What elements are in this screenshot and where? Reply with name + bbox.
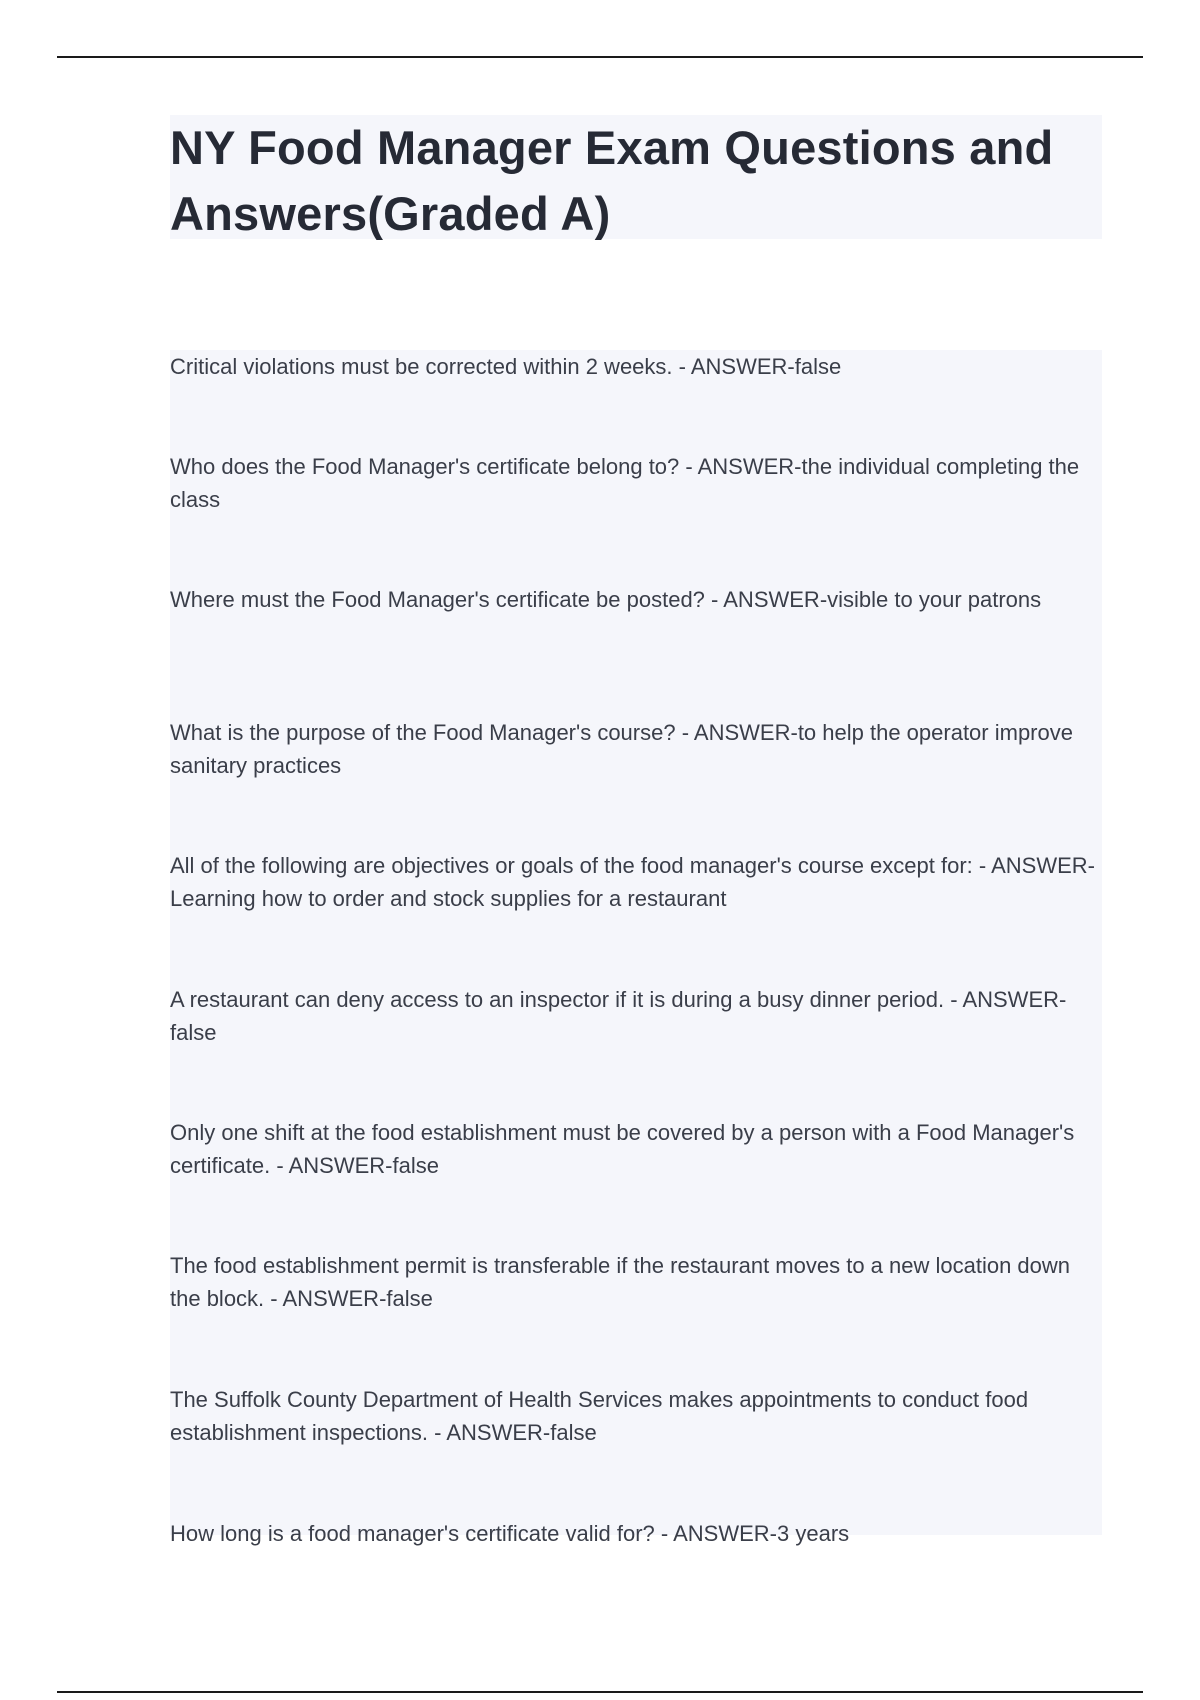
- qa-item-6: A restaurant can deny access to an inspector if it is during a busy dinner period. - ANSWER-false: [170, 987, 1067, 1045]
- document-title: NY Food Manager Exam Questions and Answers(Graded A): [170, 121, 1054, 240]
- top-rule: [57, 56, 1143, 58]
- qa-item-5: All of the following are objectives or goals of the food manager's course except for: - ANSWER-Learning how to order and stock supplies for a restaurant: [170, 853, 1095, 911]
- title-block: [170, 115, 1102, 239]
- bottom-rule: [57, 1691, 1143, 1693]
- qa-item-1: Critical violations must be corrected within 2 weeks. - ANSWER-false: [170, 354, 842, 379]
- qa-item-10: How long is a food manager's certificate valid for? - ANSWER-3 years: [170, 1521, 850, 1546]
- qa-section: [170, 350, 1102, 1546]
- qa-item-7: Only one shift at the food establishment must be covered by a person with a Food Manager's certificate. - ANSWER-false: [170, 1120, 1075, 1178]
- qa-item-8: The food establishment permit is transferable if the restaurant moves to a new location down the block. - ANSWER-false: [170, 1253, 1071, 1311]
- qa-item-9: The Suffolk County Department of Health Services makes appointments to conduct food establishment inspections. - ANSWER-false: [170, 1387, 1029, 1445]
- qa-item-2: Who does the Food Manager's certificate belong to? - ANSWER-the individual completing the class: [170, 454, 1080, 512]
- qa-item-3: Where must the Food Manager's certificate be posted? - ANSWER-visible to your patrons: [170, 587, 1042, 612]
- qa-item-4: What is the purpose of the Food Manager's course? - ANSWER-to help the operator improve sanitary practices: [170, 720, 1073, 778]
